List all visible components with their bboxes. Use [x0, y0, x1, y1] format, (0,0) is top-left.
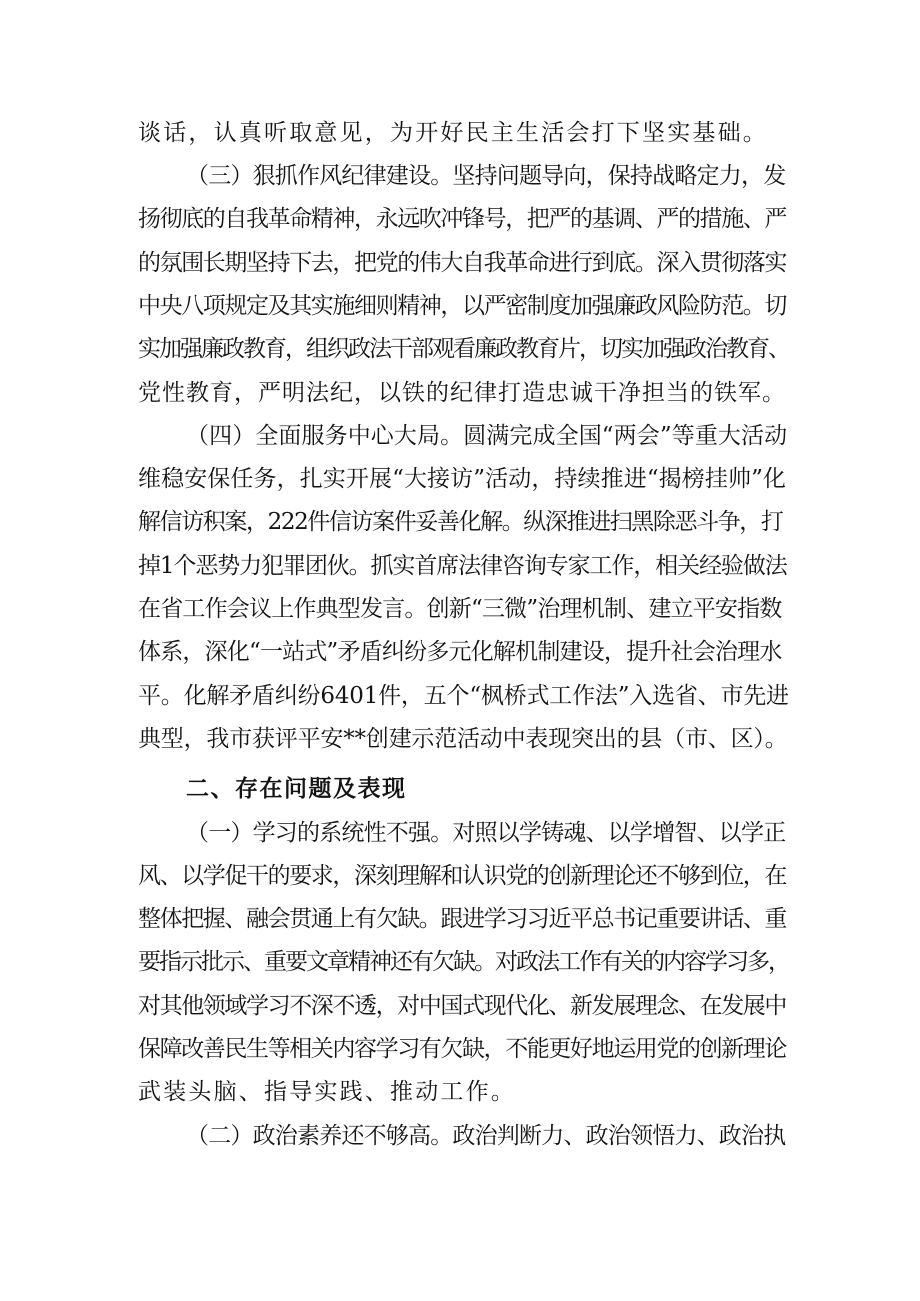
text-line: 平。化解矛盾纠纷6401件，五个“枫桥式工作法”入选省、市先进	[138, 683, 789, 709]
text-line: 党性教育，严明法纪，以铁的纪律打造忠诚干净担当的铁军。	[138, 380, 786, 406]
section-heading: 二、存在问题及表现	[186, 776, 407, 802]
text-line: 在省工作会议上作典型发言。创新“三微”治理机制、建立平安指数	[138, 596, 782, 622]
paragraph-two-start: （二）政治素养还不够高。政治判断力、政治领悟力、政治执	[186, 1123, 786, 1149]
paragraph-one-start: （一）学习的系统性不强。对照以学铸魂、以学增智、以学正	[186, 820, 786, 846]
text-line: 保障改善民生等相关内容学习有欠缺，不能更好地运用党的创新理论	[138, 1036, 787, 1062]
text-line: 谈话，认真听取意见，为开好民主生活会打下坚实基础。	[138, 120, 768, 146]
paragraph-four-start: （四）全面服务中心大局。圆满完成全国“两会”等重大活动	[186, 423, 788, 449]
text-line: 风、以学促干的要求，深刻理解和认识党的创新理论还不够到位，在	[138, 863, 787, 889]
paragraph-three-start: （三）狠抓作风纪律建设。坚持问题导向，保持战略定力，发	[186, 163, 786, 189]
text-line: 实加强廉政教育，组织政法干部观看廉政教育片，切实加强政治教育、	[138, 336, 789, 362]
text-line: 对其他领域学习不深不透，对中国式现代化、新发展理念、在发展中	[138, 993, 787, 1019]
text-line: 武装头脑、指导实践、推动工作。	[138, 1079, 516, 1105]
text-line: 典型，我市获评平安**创建示范活动中表现突出的县（市、区）。	[138, 726, 788, 752]
text-line: 扬彻底的自我革命精神，永远吹冲锋号，把严的基调、严的措施、严	[138, 206, 787, 232]
text-line: 维稳安保任务，扎实开展“大接访”活动，持续推进“揭榜挂帅”化	[138, 466, 787, 492]
text-line: 解信访积案，222件信访案件妥善化解。纵深推进扫黑除恶斗争，打	[138, 509, 783, 535]
text-line: 的氛围长期坚持下去，把党的伟大自我革命进行到底。深入贯彻落实	[138, 250, 787, 276]
text-line: 掉1个恶势力犯罪团伙。抓实首席法律咨询专家工作，相关经验做法	[138, 553, 787, 579]
text-line: 整体把握、融会贯通上有欠缺。跟进学习习近平总书记重要讲话、重	[138, 906, 787, 932]
text-line: 要指示批示、重要文章精神还有欠缺。对政法工作有关的内容学习多，	[138, 949, 789, 975]
text-line: 中央八项规定及其实施细则精神，以严密制度加强廉政风险防范。切	[138, 293, 787, 319]
text-line: 体系，深化“一站式”矛盾纠纷多元化解机制建设，提升社会治理水	[138, 639, 782, 665]
